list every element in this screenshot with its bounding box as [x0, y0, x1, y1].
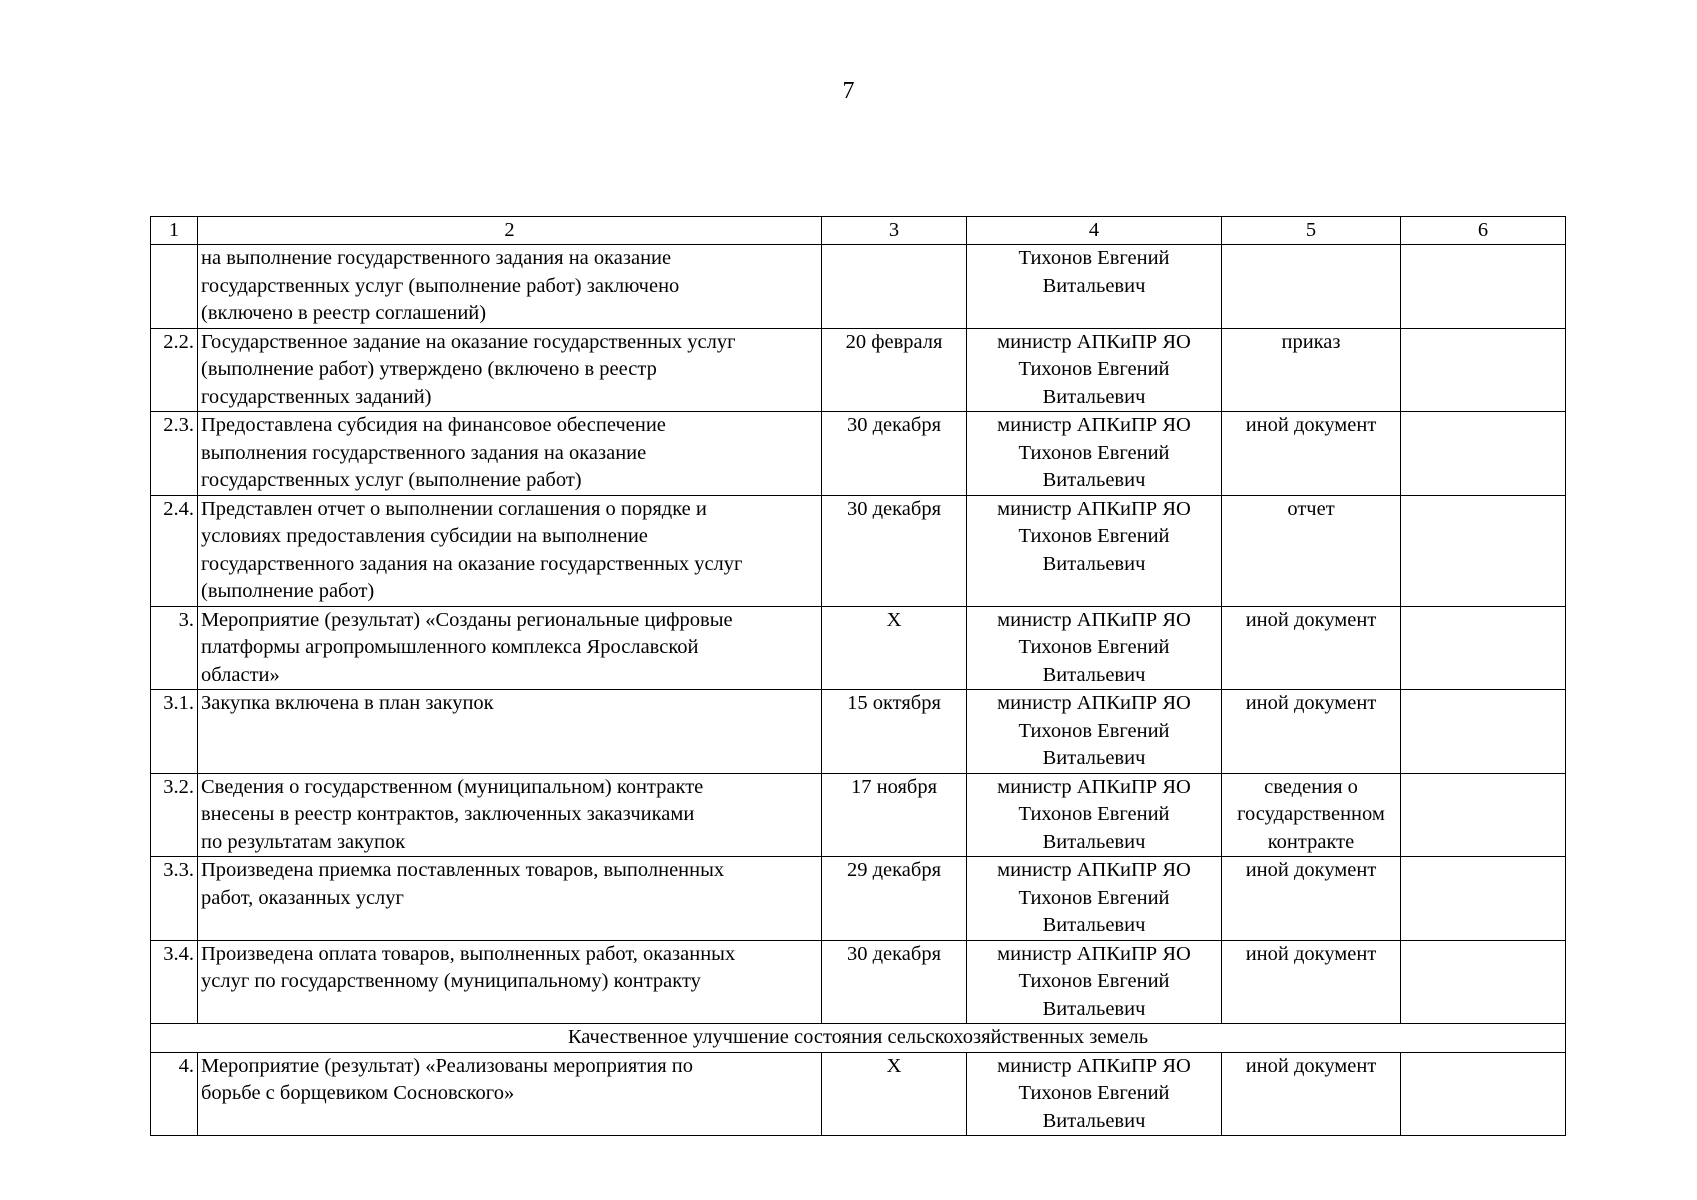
item-responsible — [967, 857, 1222, 941]
item-deadline: 30 декабря — [822, 495, 967, 606]
item-document-type — [1222, 857, 1401, 941]
text-line: платформы агропромышленного комплекса Ярославской — [201, 636, 699, 658]
text-line: Витальевич — [1042, 747, 1146, 769]
table-row — [151, 1052, 1566, 1136]
item-description — [198, 245, 822, 329]
item-number: 3.1. — [151, 690, 198, 774]
section-title: Качественное улучшение состояния сельскохозяйственных земель — [151, 1024, 1566, 1053]
item-document-type — [1222, 940, 1401, 1024]
text-line: Витальевич — [1042, 830, 1146, 853]
text-line: иной документ — [1245, 414, 1377, 436]
text-line: Витальевич — [1042, 997, 1146, 1020]
text-line: Тихонов Евгений — [1018, 525, 1170, 547]
text-line: министр АПКиПР ЯО — [997, 1054, 1191, 1077]
header-cell-1: 1 — [151, 217, 198, 245]
text-line: (выполнение работ) — [201, 580, 375, 602]
text-line: государственных услуг (выполнение работ) — [201, 469, 582, 491]
text-line: Тихонов Евгений — [1018, 719, 1170, 742]
item-description — [198, 412, 822, 496]
item-deadline: 17 ноября — [822, 773, 967, 857]
item-description — [198, 328, 822, 412]
text-line: работ, оказанных услуг — [201, 886, 404, 909]
text-line: Тихонов Евгений — [1018, 803, 1170, 825]
text-line: Тихонов Евгений — [1018, 636, 1170, 658]
item-deadline: 15 октября — [822, 690, 967, 774]
text-line: иной документ — [1245, 942, 1377, 965]
text-line: иной документ — [1245, 608, 1377, 631]
text-line: выполнения государственного задания на оказание — [201, 441, 647, 464]
item-responsible — [967, 606, 1222, 690]
item-deadline: X — [822, 606, 967, 690]
text-line: иной документ — [1245, 692, 1377, 714]
table-row — [151, 245, 1566, 329]
text-line: отчет — [1287, 497, 1335, 520]
header-cell-6: 6 — [1401, 217, 1566, 245]
plan-table — [150, 216, 1566, 1136]
item-note — [1401, 857, 1566, 941]
item-document-type — [1222, 245, 1401, 329]
text-line: приказ — [1281, 330, 1341, 353]
text-line: министр АПКиПР ЯО — [997, 859, 1191, 881]
item-number: 2.3. — [151, 412, 198, 496]
text-line: Тихонов Евгений — [1018, 247, 1170, 269]
item-responsible — [967, 773, 1222, 857]
item-number: 4. — [151, 1052, 198, 1136]
item-description — [198, 606, 822, 690]
item-note — [1401, 773, 1566, 857]
text-line: контракте — [1267, 830, 1355, 853]
text-line: государственных заданий) — [201, 385, 432, 408]
item-number: 3.2. — [151, 773, 198, 857]
item-description — [198, 1052, 822, 1136]
item-description — [198, 940, 822, 1024]
item-note — [1401, 1052, 1566, 1136]
text-line: Тихонов Евгений — [1018, 358, 1170, 380]
text-line: министр АПКиПР ЯО — [997, 414, 1191, 436]
text-line: Тихонов Евгений — [1018, 970, 1170, 992]
item-note — [1401, 412, 1566, 496]
text-line: (выполнение работ) утверждено (включено в реестр — [201, 358, 657, 380]
text-line: Витальевич — [1042, 552, 1146, 575]
item-deadline: X — [822, 1052, 967, 1136]
text-line: министр АПКиПР ЯО — [997, 608, 1191, 631]
item-number: 3. — [151, 606, 198, 690]
item-responsible — [967, 245, 1222, 329]
table-row — [151, 495, 1566, 606]
item-description — [198, 857, 822, 941]
text-line: борьбе с борщевиком Сосновского» — [201, 1082, 515, 1104]
text-line: Мероприятие (результат) «Реализованы мероприятия по — [201, 1054, 693, 1077]
text-line: Произведена приемка поставленных товаров, выполненных — [201, 859, 725, 881]
text-line: Витальевич — [1042, 914, 1146, 936]
text-line: министр АПКиПР ЯО — [997, 692, 1191, 714]
text-line: иной документ — [1245, 1054, 1377, 1077]
item-deadline: 30 декабря — [822, 940, 967, 1024]
text-line: сведения о — [1264, 775, 1358, 798]
table-row — [151, 773, 1566, 857]
item-note — [1401, 245, 1566, 329]
text-line: Тихонов Евгений — [1018, 1082, 1170, 1104]
text-line: министр АПКиПР ЯО — [997, 942, 1191, 965]
header-cell-3: 3 — [822, 217, 967, 245]
item-number: 3.4. — [151, 940, 198, 1024]
page-number: 7 — [842, 78, 855, 104]
text-line: министр АПКиПР ЯО — [997, 330, 1191, 353]
section-row — [151, 1024, 1566, 1053]
item-note — [1401, 940, 1566, 1024]
text-line: Представлен отчет о выполнении соглашения о порядке и — [201, 497, 707, 520]
text-line: по результатам закупок — [201, 830, 406, 853]
item-document-type — [1222, 328, 1401, 412]
item-deadline: 20 февраля — [822, 328, 967, 412]
table-row — [151, 940, 1566, 1024]
text-line: Предоставлена субсидия на финансовое обеспечение — [201, 414, 666, 436]
text-line: внесены в реестр контрактов, заключенных заказчиками — [201, 803, 695, 825]
item-note — [1401, 690, 1566, 774]
item-document-type — [1222, 773, 1401, 857]
header-row — [151, 217, 1566, 245]
item-number: 2.2. — [151, 328, 198, 412]
item-responsible — [967, 412, 1222, 496]
header-cell-5: 5 — [1222, 217, 1401, 245]
item-note — [1401, 495, 1566, 606]
item-document-type — [1222, 1052, 1401, 1136]
item-number — [151, 245, 198, 329]
table-row — [151, 412, 1566, 496]
text-line: (включено в реестр соглашений) — [201, 302, 487, 324]
table-row — [151, 690, 1566, 774]
text-line: Сведения о государственном (муниципальном) контракте — [201, 775, 704, 798]
item-responsible — [967, 495, 1222, 606]
item-deadline — [822, 245, 967, 329]
text-line: Закупка включена в план закупок — [201, 692, 494, 714]
text-line: на выполнение государственного задания на оказание — [201, 247, 672, 269]
item-note — [1401, 606, 1566, 690]
text-line: Витальевич — [1042, 469, 1146, 491]
header-cell-4: 4 — [967, 217, 1222, 245]
text-line: Витальевич — [1042, 663, 1146, 686]
text-line: министр АПКиПР ЯО — [997, 775, 1191, 798]
item-responsible — [967, 940, 1222, 1024]
text-line: Тихонов Евгений — [1018, 441, 1170, 464]
text-line: условиях предоставления субсидии на выполнение — [201, 525, 648, 547]
table-body — [151, 217, 1566, 1136]
item-number: 2.4. — [151, 495, 198, 606]
item-deadline: 30 декабря — [822, 412, 967, 496]
text-line: Государственное задание на оказание государственных услуг — [201, 330, 736, 353]
item-document-type — [1222, 495, 1401, 606]
text-line: государственного задания на оказание государственных услуг — [201, 552, 743, 575]
text-line: Тихонов Евгений — [1018, 886, 1170, 909]
item-document-type — [1222, 690, 1401, 774]
text-line: области» — [201, 663, 280, 686]
table-row — [151, 857, 1566, 941]
item-document-type — [1222, 606, 1401, 690]
table-row — [151, 328, 1566, 412]
item-description — [198, 690, 822, 774]
text-line: государственном — [1237, 803, 1385, 825]
text-line: иной документ — [1245, 859, 1377, 881]
table-row — [151, 606, 1566, 690]
item-description — [198, 773, 822, 857]
item-number: 3.3. — [151, 857, 198, 941]
text-line: государственных услуг (выполнение работ) заключено — [201, 274, 680, 297]
item-description — [198, 495, 822, 606]
text-line: министр АПКиПР ЯО — [997, 497, 1191, 520]
text-line: услуг по государственному (муниципальному) контракту — [201, 970, 701, 992]
item-document-type — [1222, 412, 1401, 496]
text-line: Витальевич — [1042, 274, 1146, 297]
text-line: Мероприятие (результат) «Созданы региональные цифровые — [201, 608, 733, 631]
item-responsible — [967, 328, 1222, 412]
text-line: Витальевич — [1042, 385, 1146, 408]
header-cell-2: 2 — [198, 217, 822, 245]
item-responsible — [967, 1052, 1222, 1136]
text-line: Витальевич — [1042, 1109, 1146, 1132]
text-line: Произведена оплата товаров, выполненных работ, оказанных — [201, 942, 736, 965]
item-deadline: 29 декабря — [822, 857, 967, 941]
item-note — [1401, 328, 1566, 412]
item-responsible — [967, 690, 1222, 774]
